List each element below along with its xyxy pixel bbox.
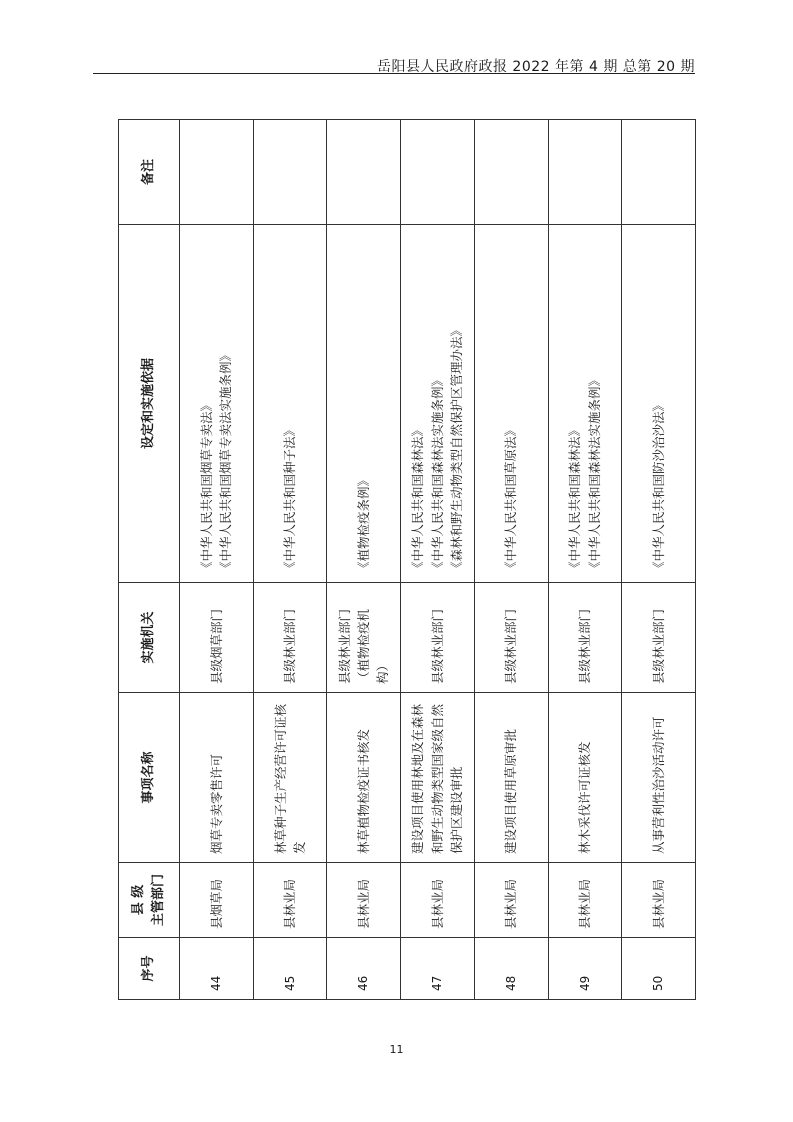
cell-remark: [401, 120, 475, 225]
legal-basis-entry: 《中华人民共和国森林法》: [410, 423, 426, 574]
cell-serial-no: 49: [548, 938, 622, 1000]
administrative-permit-table: [118, 119, 696, 1000]
cell-serial-no: 47: [401, 938, 475, 1000]
cell-department: 县烟草局: [180, 863, 254, 938]
table-header-row: [119, 120, 180, 1000]
cell-implementing-agency: 县级烟草部门: [180, 583, 254, 693]
cell-remark: [180, 120, 254, 225]
cell-legal-basis: [548, 225, 622, 583]
cell-implementing-agency: 县级林业部门: [401, 583, 475, 693]
cell-item-name: 建设项目使用林地及在森林和野生动物类型国家级自然保护区建设审批: [401, 693, 475, 863]
legal-basis-entry: 《中华人民共和国种子法》: [282, 423, 298, 574]
table-row: [180, 120, 254, 1000]
cell-item-name: 从事营利性治沙活动许可: [622, 693, 696, 863]
cell-serial-no: 50: [622, 938, 696, 1000]
cell-department: 县林业局: [401, 863, 475, 938]
header-department: 县 级 主管部门: [119, 863, 180, 938]
cell-serial-no: 48: [474, 938, 548, 1000]
cell-department: 县林业局: [474, 863, 548, 938]
cell-remark: [474, 120, 548, 225]
legal-basis-entry: 《中华人民共和国烟草专卖法实施条例》: [218, 348, 234, 574]
cell-legal-basis: [622, 225, 696, 583]
legal-basis-entry: 《中华人民共和国防沙治沙法》: [650, 398, 666, 574]
legal-basis-entry: 《中华人民共和国烟草专卖法》: [198, 398, 214, 574]
cell-legal-basis: [180, 225, 254, 583]
rotated-table-container: [118, 120, 696, 1000]
header-item-name: 事项名称: [119, 693, 180, 863]
header-remark: 备注: [119, 120, 180, 225]
cell-serial-no: 44: [180, 938, 254, 1000]
legal-basis-entry: 《中华人民共和国森林法实施条例》: [429, 373, 445, 574]
cell-remark: [622, 120, 696, 225]
cell-department: 县林业局: [253, 863, 327, 938]
cell-legal-basis: [327, 225, 401, 583]
page-header-title: 岳阳县人民政府政报 2022 年第 4 期 总第 20 期: [376, 59, 695, 75]
table-row: [327, 120, 401, 1000]
table-row: [401, 120, 475, 1000]
cell-remark: [548, 120, 622, 225]
table-row: [474, 120, 548, 1000]
cell-implementing-agency: 县级林业部门: [253, 583, 327, 693]
cell-serial-no: 46: [327, 938, 401, 1000]
cell-item-name: 建设项目使用草原审批: [474, 693, 548, 863]
table-row: [253, 120, 327, 1000]
cell-legal-basis: [253, 225, 327, 583]
table-row: [548, 120, 622, 1000]
cell-serial-no: 45: [253, 938, 327, 1000]
header-legal-basis: 设定和实施依据: [119, 225, 180, 583]
cell-item-name: 林木采伐许可证核发: [548, 693, 622, 863]
cell-remark: [327, 120, 401, 225]
cell-implementing-agency: 县级林业部门（植物检疫机构）: [327, 583, 401, 693]
header-implementing-agency: 实施机关: [119, 583, 180, 693]
cell-item-name: 烟草专卖零售许可: [180, 693, 254, 863]
cell-implementing-agency: 县级林业部门: [474, 583, 548, 693]
cell-item-name: 林草植物检疫证书核发: [327, 693, 401, 863]
cell-legal-basis: [401, 225, 475, 583]
cell-department: 县林业局: [327, 863, 401, 938]
cell-remark: [253, 120, 327, 225]
cell-implementing-agency: 县级林业部门: [622, 583, 696, 693]
legal-basis-entry: 《森林和野生动物类型自然保护区管理办法》: [449, 323, 465, 574]
table-row: [622, 120, 696, 1000]
legal-basis-entry: 《植物检疫条例》: [356, 473, 372, 574]
legal-basis-entry: 《中华人民共和国草原法》: [503, 423, 519, 574]
cell-item-name: 林草种子生产经营许可证核发: [253, 693, 327, 863]
legal-basis-entry: 《中华人民共和国森林法实施条例》: [586, 373, 602, 574]
cell-implementing-agency: 县级林业部门: [548, 583, 622, 693]
header-serial-no: 序号: [119, 938, 180, 1000]
page-number: 11: [389, 1043, 404, 1056]
cell-legal-basis: [474, 225, 548, 583]
legal-basis-entry: 《中华人民共和国森林法》: [567, 423, 583, 574]
header-divider: [93, 73, 695, 74]
cell-department: 县林业局: [622, 863, 696, 938]
cell-department: 县林业局: [548, 863, 622, 938]
